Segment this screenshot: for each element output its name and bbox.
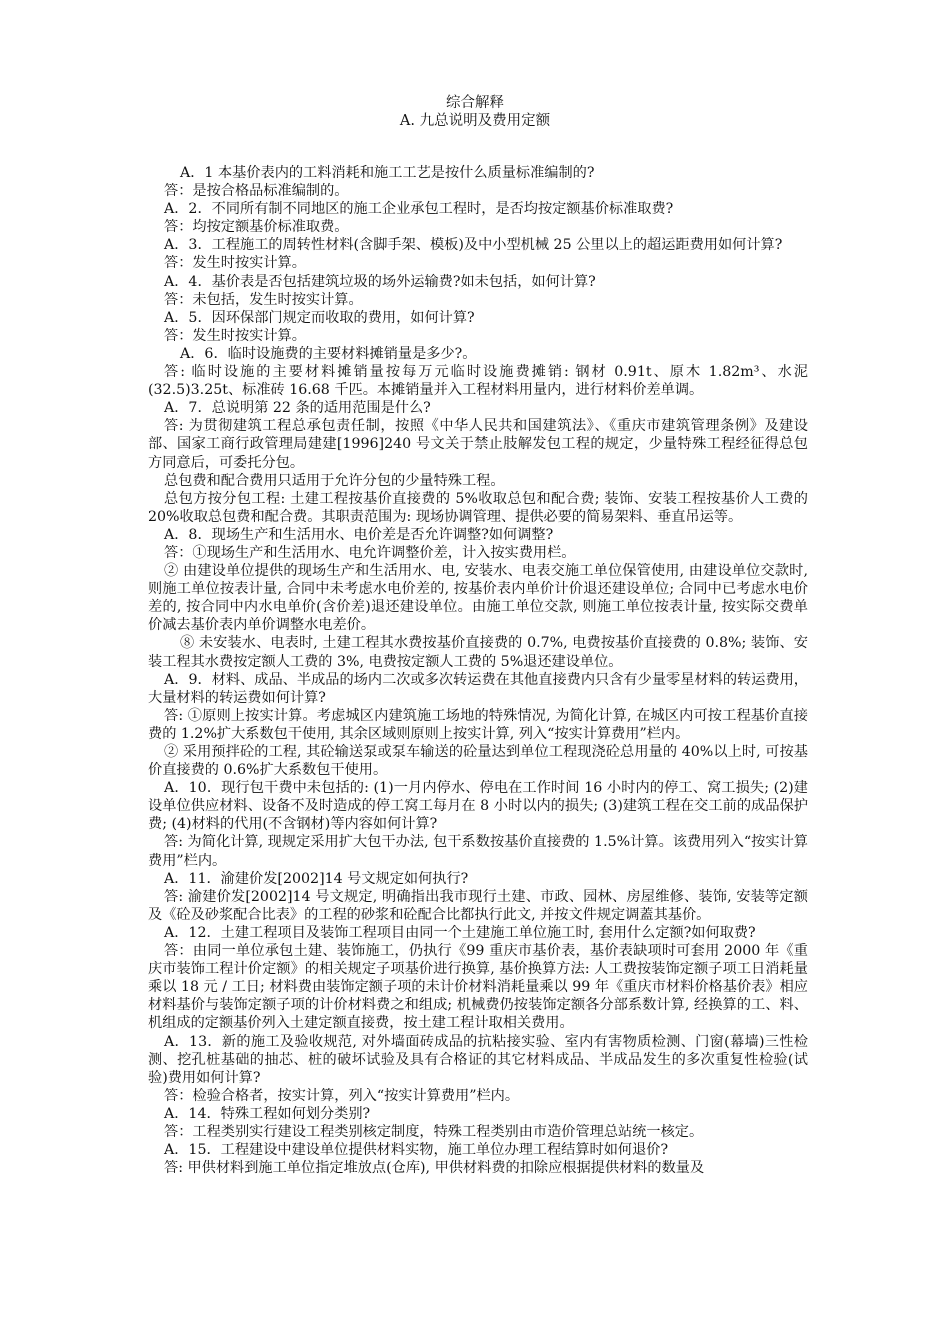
body-paragraph: 答：工程类别实行建设工程类别核定制度，特殊工程类别由市造价管理总站统一核定。 (164, 1123, 704, 1140)
body-paragraph: A．2．不同所有制不同地区的施工企业承包工程时，是否均按定额基价标准取费? (164, 201, 674, 218)
body-paragraph: ② 采用预拌砼的工程, 其砼输送泵或泵车输送的砼量达到单位工程现浇砼总用量的 40%以上时, 可按基价直接费的 0.6%扩大系数包干使用。 (148, 744, 808, 779)
body-paragraph: A．11．渝建价发[2002]14 号文规定如何执行? (164, 870, 469, 887)
body-paragraph: 答：均按定额基价标准取费。 (164, 219, 349, 236)
body-paragraph: A．14．特殊工程如何划分类别? (164, 1105, 371, 1122)
body-paragraph: 总包方按分包工程: 土建工程按基价直接费的 5%收取总包和配合费; 装饰、安装工程按基价人工费的 20%收取总包费和配合费。其职责范围为: 现场协调管理、提供必要的简易架料、垂直吊运等。 (148, 490, 808, 525)
section-heading: A. 九总说明及费用定额 (399, 113, 551, 129)
body-paragraph: A．12．土建工程项目及装饰工程项目由同一个土建施工单位施工时, 套用什么定额?如何取费? (164, 924, 756, 941)
body-paragraph: A．13．新的施工及验收规范, 对外墙面砖成品的抗粘接实验、室内有害物质检测、门窗(幕墙)三性检测、挖孔桩基础的抽芯、桩的破坏试验及具有合格证的其它材料成品、半成品发生的多次重复性检验(试验)费用如何计算? (148, 1033, 808, 1086)
body-paragraph: 答：是按合格品标准编制的。 (164, 183, 349, 200)
document-title: 综合解释 (446, 95, 504, 111)
body-paragraph: A．15．工程建设中建设单位提供材料实物，施工单位办理工程结算时如何退价? (164, 1142, 669, 1159)
body-paragraph: A．3．工程施工的周转性材料(含脚手架、模板)及中小型机械 25 公里以上的超运距费用如何计算? (164, 237, 783, 254)
body-paragraph: 答: 临时设施的主要材料摊销量按每万元临时设施费摊销: 钢材 0.91t、原木 1.82m³、水泥(32.5)3.25t、标准砖 16.68 千匹。本摊销量并入工程材料用量内，进行材料价差单调。 (148, 364, 808, 399)
body-paragraph: ⑧ 未安装水、电表时, 土建工程其水费按基价直接费的 0.7%, 电费按基价直接费的 0.8%; 装饰、安装工程其水费按定额人工费的 3%, 电费按定额人工费的 5%退还建设单位。 (148, 635, 808, 670)
body-paragraph: 答：未包括，发生时按实计算。 (164, 291, 363, 308)
body-paragraph: A．5．因环保部门规定而收取的费用，如何计算? (164, 309, 475, 326)
body-paragraph: 答：发生时按实计算。 (164, 255, 306, 272)
body-paragraph: 答: 为贯彻建筑工程总承包责任制，按照《中华人民共和国建筑法》、《重庆市建筑管理条例》及建设部、国家工商行政管理局建建[1996]240 号文关于禁止肢解发包工程的规定，少量特殊工程经征得总包方同意后，可委托分包。 (148, 418, 808, 471)
body-paragraph: A．8．现场生产和生活用水、电价差是否允许调整?如何调整? (164, 526, 554, 543)
body-paragraph: A．4．基价表是否包括建筑垃圾的场外运输费?如未包括，如何计算? (164, 273, 596, 290)
body-paragraph: 答: 甲供材料到施工单位指定堆放点(仓库), 甲供材料费的扣除应根据提供材料的数量及 (164, 1160, 705, 1177)
body-paragraph: ② 由建设单位提供的现场生产和生活用水、电, 安装水、电表交施工单位保管使用, 由建设单位交款时, 则施工单位按表计量, 合同中未考虑水电价差的, 按基价表内单价计价退还建设单位; 合同中已考虑水电价差的, 按合同中内水电单价(含价差)退还建设单位。由施工单位交款, 则施工单位按表计量, 按实际交费单价减去基价表内单价调整水电差价。 (148, 563, 808, 634)
body-paragraph: A．9．材料、成品、半成品的场内二次或多次转运费在其他直接费内只含有少量零星材料的转运费用，大量材料的转运费如何计算? (148, 671, 808, 706)
body-paragraph: 答：检验合格者，按实计算，列入“按实计算费用”栏内。 (164, 1087, 520, 1104)
body-paragraph: A．6．临时设施费的主要材料摊销量是多少?。 (180, 345, 477, 362)
body-paragraph: 答: 渝建价发[2002]14 号文规定, 明确指出我市现行土建、市政、园林、房屋维修、装饰, 安装等定额及《砼及砂浆配合比表》的工程的砂浆和砼配合比都执行此文, 并按文件规定调蓋其基价。 (148, 888, 808, 923)
body-paragraph: A．10．现行包干费中未包括的: (1)一月内停水、停电在工作时间 16 小时内的停工、窝工损失; (2)建设单位供应材料、设备不及时造成的停工窝工每月在 8 小时以内的损失; (3)建筑工程在交工前的成品保护费; (4)材料的代用(不含钢材)等内容如何计算? (148, 780, 808, 833)
document-body (148, 164, 808, 1177)
body-paragraph: 答：由同一单位承包土建、装饰施工，仍执行《99 重庆市基价表，基价表缺项时可套用 2000 年《重庆市装饰工程计价定额》的相关规定子项基价进行换算, 基价换算方法: 人工费按装饰定额子项工日消耗量乘以 18 元 / 工日; 材料费由装饰定额子项的未计价材料消耗量乘以 99 年《重庆市材料价格基价表》相应材料基价与装饰定额子项的计价材料费之和组成; 机械费仍按装饰定额各分部系数计算, 经换算的工、料、机组成的定额基价列入土建定额直接费，按土建工程计取相关费用。 (148, 943, 808, 1032)
body-paragraph: 答: ①原则上按实计算。考虑城区内建筑施工场地的特殊情况, 为简化计算, 在城区内可按工程基价直接费的 1.2%扩大系数包干使用, 其余区域则原则上按实计算, 列入“按实计算费用”栏内。 (148, 707, 808, 742)
body-paragraph: 答：①现场生产和生活用水、电允许调整价差，计入按实费用栏。 (164, 544, 576, 561)
body-paragraph: 答：发生时按实计算。 (164, 327, 306, 344)
body-paragraph: 答: 为简化计算, 现规定采用扩大包干办法, 包干系数按基价直接费的 1.5%计算。该费用列入“按实计算费用”栏内。 (148, 834, 808, 869)
body-paragraph: A．7．总说明第 22 条的适用范围是什么? (164, 400, 431, 417)
body-paragraph: 总包费和配合费用只适用于允许分包的少量特殊工程。 (164, 472, 505, 489)
body-paragraph: A．1 本基价表内的工料消耗和施工工艺是按什么质量标准编制的? (180, 165, 595, 181)
